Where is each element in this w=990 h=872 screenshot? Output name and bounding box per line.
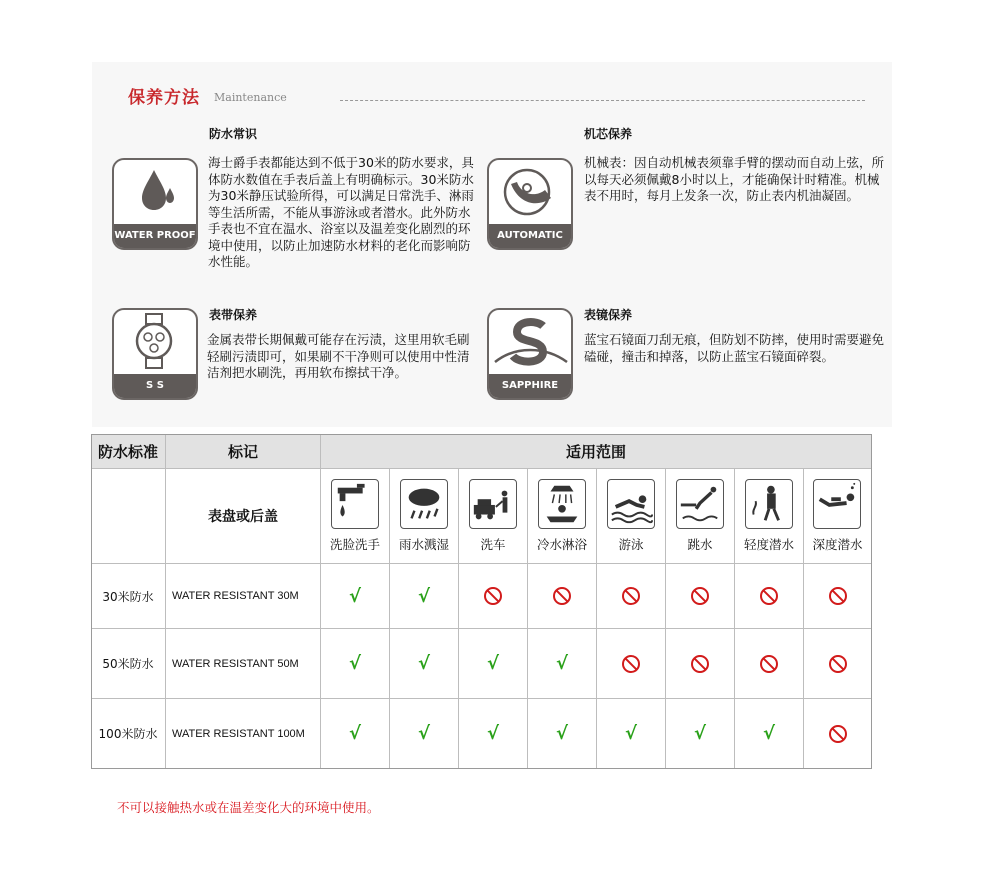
waterproof-badge bbox=[112, 158, 198, 250]
water-drop-icon bbox=[114, 160, 196, 222]
activity-label: 洗车 bbox=[480, 537, 506, 552]
activity-label: 雨水溅湿 bbox=[398, 537, 449, 552]
check-icon: √ bbox=[486, 653, 499, 674]
stainless-steel-badge-label: S S bbox=[114, 374, 196, 398]
automatic-badge-label: AUTOMATIC bbox=[489, 224, 571, 248]
strap-title: 表带保养 bbox=[209, 308, 258, 322]
automatic-badge bbox=[487, 158, 573, 250]
activity-label: 深度潜水 bbox=[812, 537, 863, 552]
crystal-text: 蓝宝石镜面刀刮无痕，但防划不防摔，使用时需要避免磕碰，撞击和掉落，以防止蓝宝石镜面碎裂。 bbox=[584, 332, 885, 364]
row-standard: 100米防水 bbox=[91, 699, 166, 769]
check-icon: √ bbox=[348, 723, 361, 744]
check-icon: √ bbox=[624, 723, 637, 744]
col-header-standard: 防水标准 bbox=[91, 434, 166, 469]
activity-label: 洗脸洗手 bbox=[329, 537, 380, 552]
movement-title: 机芯保养 bbox=[584, 127, 633, 141]
sapphire-badge bbox=[487, 308, 573, 400]
header-divider bbox=[340, 100, 865, 101]
col-header-mark: 标记 bbox=[166, 434, 321, 469]
activity-label: 冷水淋浴 bbox=[536, 537, 587, 552]
check-icon: √ bbox=[762, 723, 775, 744]
waterproof-title: 防水常识 bbox=[209, 127, 258, 141]
table-border bbox=[91, 434, 872, 769]
crystal-title: 表镜保养 bbox=[584, 308, 633, 322]
rotor-icon bbox=[489, 160, 571, 222]
row-mark: WATER RESISTANT 50M bbox=[166, 629, 321, 699]
check-icon: √ bbox=[486, 723, 499, 744]
check-icon: √ bbox=[417, 585, 430, 607]
strap-text: 金属表带长期佩戴可能存在污渍，这里用软毛刷轻刷污渍即可，如果刷不干净则可以使用中性清洁剂把水刷洗，再用软布擦拭干净。 bbox=[207, 332, 470, 380]
activity-label: 游泳 bbox=[618, 537, 644, 552]
sapphire-badge-label: SAPPHIRE bbox=[489, 374, 571, 398]
check-icon: √ bbox=[348, 653, 361, 674]
row-mark: WATER RESISTANT 30M bbox=[166, 564, 321, 629]
waterproof-text: 海士爵手表都能达到不低于30米的防水要求，具体防水数值在手表后盖上有明确标示。30米防水为30米静压试验所得，可以满足日常洗手、淋雨等生活所需，不能从事游泳或者潜水。此外防水手表也不宜在温水、浴室以及温差变化剧烈的环境中使用，以防止加速防水材料的老化而影响防水性能。 bbox=[208, 155, 474, 269]
watch-icon bbox=[114, 310, 196, 372]
row-mark: WATER RESISTANT 100M bbox=[166, 699, 321, 769]
hot-water-warning: 不可以接触热水或在温差变化大的环境中使用。 bbox=[117, 800, 380, 815]
check-icon: √ bbox=[417, 723, 430, 744]
check-icon: √ bbox=[417, 653, 430, 674]
check-icon: √ bbox=[555, 653, 568, 674]
sapphire-s-icon bbox=[489, 310, 571, 372]
page-subtitle: Maintenance bbox=[214, 91, 287, 104]
row-standard: 30米防水 bbox=[91, 564, 166, 629]
check-icon: √ bbox=[348, 585, 361, 607]
row-standard: 50米防水 bbox=[91, 629, 166, 699]
movement-text: 机械表：因自动机械表须靠手臂的摆动而自动上弦，所以每天必须佩戴8小时以上，才能确保计时精准。机械表不用时，每月上发条一次，防止表内机油凝固。 bbox=[584, 155, 885, 203]
mark-subheader: 表盘或后盖 bbox=[166, 469, 321, 564]
waterproof-badge-label: WATER PROOF bbox=[114, 224, 196, 248]
col-header-scope: 适用范围 bbox=[321, 434, 872, 469]
activity-label: 轻度潜水 bbox=[743, 537, 794, 552]
activity-label: 跳水 bbox=[687, 537, 713, 552]
page-title: 保养方法 bbox=[128, 88, 200, 108]
check-icon: √ bbox=[555, 723, 568, 744]
check-icon: √ bbox=[693, 723, 706, 744]
stainless-steel-badge bbox=[112, 308, 198, 400]
